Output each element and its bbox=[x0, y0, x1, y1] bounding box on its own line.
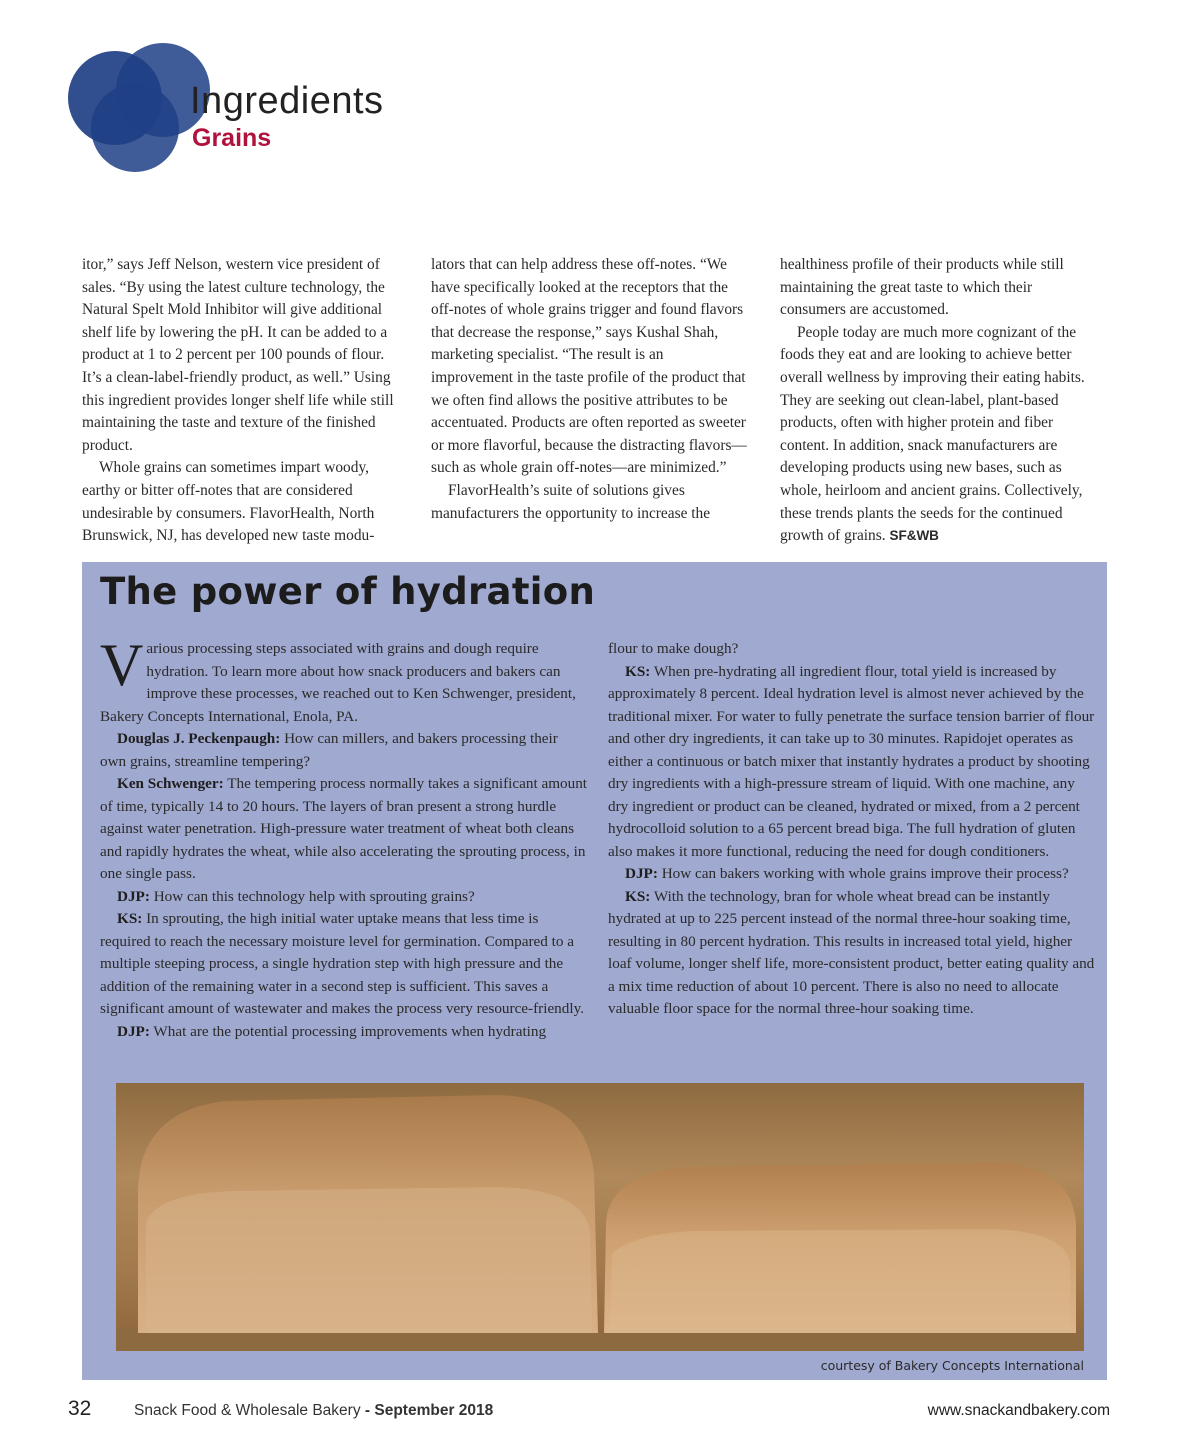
qa-item bbox=[608, 661, 1095, 864]
paragraph: healthiness profile of their products while still maintaining the great taste to which their consumers are accustomed. bbox=[780, 256, 1064, 319]
qa-item bbox=[100, 908, 587, 1021]
photo-caption: courtesy of Bakery Concepts International bbox=[820, 1358, 1084, 1373]
paragraph: itor,” says Jeff Nelson, western vice president of sales. “By using the latest culture technology, the Natural Spelt Mold Inhibitor will give additional shelf life by lowering the pH. It can be added to a product at 1 to 2 percent per 100 pounds of flour. It’s a clean-label-friendly product, as well.” Using this ingredient provides longer shelf life while still maintaining the taste and texture of the finished product. bbox=[82, 256, 394, 454]
speaker-label: DJP: bbox=[625, 865, 658, 882]
qa-text: The tempering process normally takes a significant amount of time, typically 14 to 20 hours. The layers of bran present a strong hurdle against water penetration. High-pressure water treatment of wheat both cleans and rapidly hydrates the wheat, while also accelerating the sprouting process, in one single pass. bbox=[100, 775, 588, 882]
sidebar-title: The power of hydration bbox=[100, 570, 596, 613]
sidebar-column-right bbox=[608, 638, 1095, 1021]
publication-name bbox=[134, 1402, 493, 1420]
speaker-label: Ken Schwenger: bbox=[117, 775, 224, 792]
intro-text: arious processing steps associated with grains and dough require hydration. To learn more about how snack producers and bakers can improve these processes, we reached out to Ken Schwenger, president, Bakery Concepts International, Enola, PA. bbox=[100, 640, 576, 725]
sidebar-box bbox=[82, 562, 1107, 1380]
speaker-label: KS: bbox=[625, 887, 651, 905]
paragraph: FlavorHealth’s suite of solutions gives manufacturers the opportunity to increase the bbox=[431, 481, 711, 522]
qa-item bbox=[100, 1021, 587, 1044]
article-column-3 bbox=[780, 254, 1098, 548]
page-number: 32 bbox=[68, 1397, 92, 1420]
page-footer bbox=[0, 1397, 1200, 1427]
qa-item bbox=[100, 886, 587, 909]
qa-text: How can this technology help with sprouting grains? bbox=[149, 887, 475, 905]
speaker-label: KS: bbox=[625, 662, 651, 680]
qa-item bbox=[608, 863, 1095, 886]
dropcap: V bbox=[100, 632, 144, 698]
speaker-label: DJP: bbox=[117, 1022, 150, 1040]
publication-title: Snack Food & Wholesale Bakery bbox=[134, 1402, 361, 1419]
section-title: Ingredients bbox=[190, 80, 384, 122]
qa-continuation: flour to make dough? bbox=[608, 640, 739, 657]
article-column-2 bbox=[431, 254, 749, 525]
speaker-label: KS: bbox=[117, 910, 143, 927]
paragraph bbox=[780, 322, 1098, 548]
qa-text: How can millers, and bakers processing their own grains, streamline tempering? bbox=[100, 730, 558, 770]
qa-item bbox=[100, 773, 587, 886]
bread-illustration bbox=[116, 1083, 1084, 1351]
signoff: SF&WB bbox=[889, 528, 939, 544]
paragraph: Whole grains can sometimes impart woody, earthy or bitter off-notes that are considered undesirable by consumers. FlavorHealth, North Brunswick, NJ, has developed new taste modu- bbox=[82, 459, 375, 545]
article-column-1 bbox=[82, 254, 400, 548]
qa-item bbox=[100, 728, 587, 773]
qa-item bbox=[608, 886, 1095, 1021]
issue-date: - September 2018 bbox=[360, 1402, 494, 1419]
sidebar-column-left bbox=[100, 632, 588, 1043]
qa-text: How can bakers working with whole grains improve their process? bbox=[657, 865, 1069, 882]
sidebar-intro bbox=[100, 632, 587, 728]
bread-loaves-photo bbox=[116, 1083, 1084, 1351]
qa-text: With the technology, bran for whole wheat bread can be instantly hydrated at up to 225 percent instead of the normal three-hour soaking time, resulting in 80 percent hydration. This results in increased total yield, higher loaf volume, longer shelf life, more-consistent product, better eating quality and a mix time reduction of about 10 percent. There is also no need to allocate valuable floor space for the normal three-hour soaking time. bbox=[608, 887, 1095, 1017]
paragraph-text: People today are much more cognizant of the foods they eat and are looking to achieve better overall wellness by improving their eating habits. They are seeking out clean-label, plant-based products, often with higher protein and fiber content. In addition, snack manufacturers are developing products using new bases, such as whole, heirloom and ancient grains. Collectively, these trends plants the seeds for the continued growth of grains. bbox=[780, 323, 1085, 545]
section-subtitle: Grains bbox=[192, 124, 272, 152]
speaker-label: Douglas J. Peckenpaugh: bbox=[117, 730, 281, 747]
website-url[interactable]: www.snackandbakery.com bbox=[927, 1402, 1110, 1419]
qa-text: When pre-hydrating all ingredient flour, total yield is increased by approximately 8 percent. Ideal hydration level is almost never achieved by the traditional mixer. For water to fully penetrate the surface tension barrier of flour and other dry ingredients, it can take up to 30 minutes. Rapidojet operates as either a continuous or batch mixer that instantly hydrates a product by shooting dry ingredients with a high-pressure stream of liquid. With one machine, any dry ingredient or product can be cleaned, hydrated or mixed, from a 2 percent hydrocolloid solution to a 65 percent bread biga. The full hydration of gluten also makes it more functional, reducing the need for dough conditioners. bbox=[608, 662, 1095, 860]
speaker-label: DJP: bbox=[117, 887, 150, 905]
qa-text: What are the potential processing improvements when hydrating bbox=[149, 1022, 547, 1040]
qa-text: In sprouting, the high initial water uptake means that less time is required to reach the necessary moisture level for germination. Compared to a multiple steeping process, a single hydration step with high pressure and the addition of the remaining water in a second step is sufficient. This saves a significant amount of wastewater and makes the process very resource-friendly. bbox=[100, 910, 584, 1017]
paragraph: lators that can help address these off-notes. “We have specifically looked at the receptors that the off-notes of whole grains trigger and found flavors that decrease the response,” says Kushal Shah, marketing specialist. “The result is an improvement in the taste profile of the product that we often find allows the positive attributes to be accentuated. Products are often reported as sweeter or more flavorful, because the distracting flavors—such as whole grain off-notes—are minimized.” bbox=[431, 256, 747, 477]
